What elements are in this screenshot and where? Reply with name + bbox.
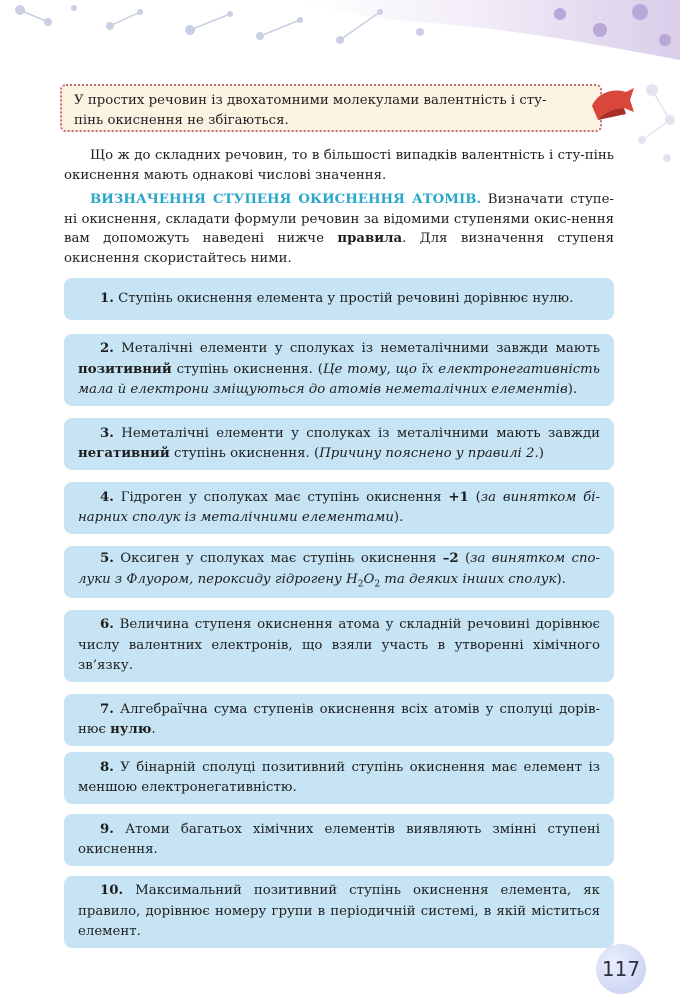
- rule-number: 1.: [100, 290, 114, 306]
- rule-number: 10.: [100, 883, 124, 899]
- rule-text: Оксиген у сполуках має ступінь окиснення: [120, 551, 437, 567]
- rule-tail: ).: [556, 571, 566, 587]
- formula-o: O: [363, 571, 375, 587]
- rule-italic-2: та деяких інших сполук: [380, 571, 557, 587]
- rule-2: [64, 334, 614, 406]
- rule-text: Гідроген у сполуках має ступінь окиснення: [120, 489, 442, 505]
- rule-9: [64, 814, 614, 866]
- rule-5: [64, 546, 614, 598]
- rule-4: [64, 482, 614, 534]
- rule-number: 2.: [100, 341, 114, 357]
- note-box: [60, 84, 602, 132]
- rule-number: 9.: [100, 821, 114, 837]
- bookmark-ribbon-icon: [588, 86, 638, 126]
- rule-text-2: ступінь окиснення. (: [174, 446, 320, 461]
- page-number: 117: [596, 944, 646, 994]
- rule-7: [64, 694, 614, 746]
- rule-italic: за винятком бі-нарних сполук із металічними елементами: [78, 489, 600, 525]
- rule-bold: нулю: [110, 722, 152, 737]
- rule-number: 8.: [100, 759, 114, 775]
- section-paragraph: [64, 190, 614, 268]
- rule-10: [64, 876, 614, 948]
- rule-bold: позитивний: [78, 361, 172, 377]
- rule-3: [64, 418, 614, 470]
- rule-text: Ступінь окиснення елемента у простій речовині дорівнює нулю.: [118, 290, 574, 306]
- rule-8: [64, 752, 614, 804]
- rule-bold: –2: [442, 551, 459, 567]
- rule-tail: ).: [567, 382, 578, 398]
- intro-paragraph: [64, 146, 614, 185]
- rule-tail: ): [538, 446, 544, 461]
- rule-6: [64, 610, 614, 682]
- header-decoration: [0, 0, 680, 60]
- rule-1: [64, 278, 614, 320]
- rule-tail: .: [151, 722, 156, 737]
- rule-text: Атоми багатьох хімічних елементів виявляють змінні ступені окиснення.: [78, 821, 600, 857]
- section-bold-word: правила: [337, 231, 403, 246]
- intro-text: Що ж до складних речовин, то в більшості випадків валентність і сту-пінь окиснення мають однакові числові значення.: [64, 148, 614, 183]
- rule-number: 5.: [100, 551, 114, 567]
- formula-sub-2: 2: [374, 579, 381, 590]
- formula-h: H: [346, 571, 358, 587]
- rule-text: Величина ступеня окиснення атома у складній речовині дорівнює числу валентних електронів, що взяли участь в утворенні хімічного зв’язку.: [78, 617, 600, 674]
- rule-number: 7.: [100, 701, 114, 717]
- rule-italic: Причину пояснено у правилі 2.: [319, 446, 539, 461]
- rule-text: Алгебраїчна сума ступенів окиснення всіх атомів у сполуці дорів-нює: [78, 701, 600, 737]
- section-heading: ВИЗНАЧЕННЯ СТУПЕНЯ ОКИСНЕННЯ АТОМІВ.: [90, 192, 482, 207]
- rule-text-2: (: [465, 551, 471, 567]
- rule-text-2: ступінь окиснення. (: [176, 361, 323, 377]
- rule-text: У бінарній сполуці позитивний ступінь окиснення має елемент із меншою електронегативністю.: [78, 759, 600, 795]
- rule-italic: Це тому, що їх електронегативність мала й електрони зміщуються до атомів неметалічних елементів: [78, 361, 600, 398]
- rule-text-2: (: [475, 489, 481, 505]
- note-text: У простих речовин із двохатомними молекулами валентність і сту- пінь окиснення не збігаються.: [74, 93, 547, 128]
- formula-sub-1: 2: [357, 579, 364, 590]
- rule-text: Максимальний позитивний ступінь окиснення елемента, як правило, дорівнює номеру групи в періодичній системі, в якій міститься елемент.: [78, 883, 600, 940]
- rule-tail: ).: [393, 510, 404, 525]
- section-text-b: . Для визначення ступеня окиснення скористайтесь ними.: [64, 231, 615, 266]
- section-text-a: Визначати ступе-ні окиснення, складати формули речовин за відомими ступенями окис-нення вам допоможуть наведені нижче: [64, 192, 614, 246]
- rule-italic: за винятком спо-луки з Флуором, пероксиду гідрогену: [78, 551, 601, 587]
- rule-number: 6.: [100, 617, 114, 633]
- rule-bold: негативний: [78, 446, 170, 461]
- rule-text: Металічні елементи у сполуках із неметалічними завжди мають: [121, 341, 600, 357]
- rule-number: 3.: [100, 425, 114, 441]
- rule-bold: +1: [448, 489, 469, 505]
- rule-number: 4.: [100, 489, 114, 505]
- rule-text: Неметалічні елементи у сполуках із металічними мають завжди: [121, 425, 600, 441]
